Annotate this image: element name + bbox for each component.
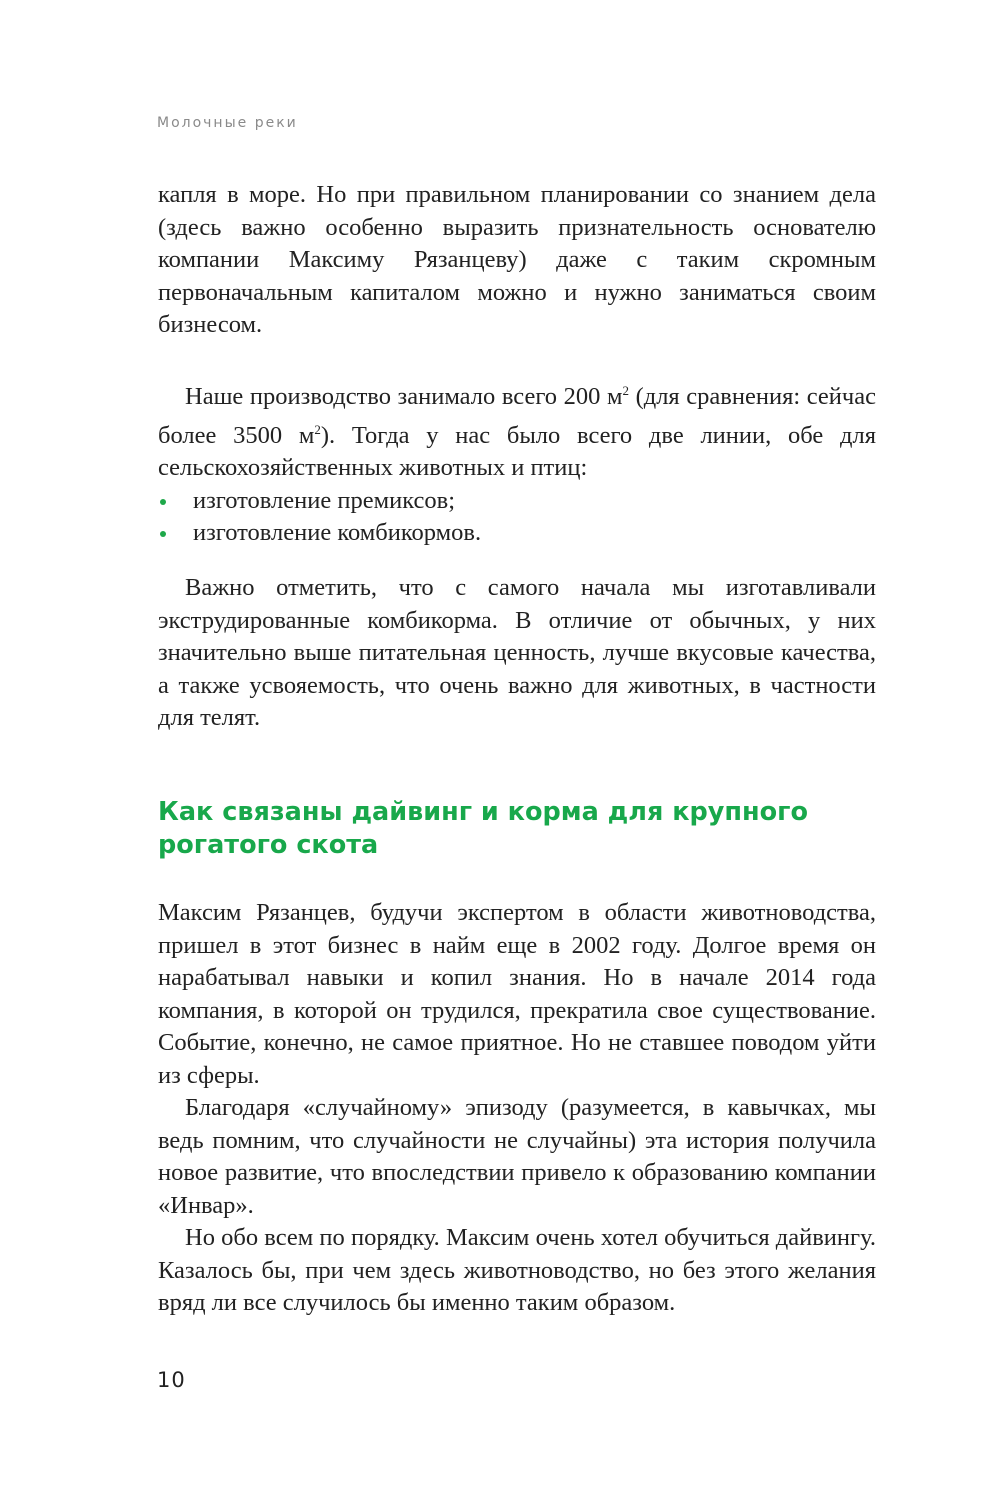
paragraph: Но обо всем по порядку. Максим очень хотел обучиться дайвингу. Казалось бы, при чем здесь животноводство, но без этого желания вряд ли все случилось бы именно таким образом. xyxy=(158,1224,876,1316)
paragraph-block-1 xyxy=(158,179,876,342)
bullet-text: изготовление премиксов; xyxy=(193,486,455,514)
paragraph-text: (для сравнения: сейчас более 3500 м xyxy=(158,383,876,449)
bullet-item xyxy=(158,485,876,518)
paragraph-text: ). Тогда у нас было всего две линии, обе для сельскохозяйственных животных и птиц: xyxy=(158,421,876,482)
section-heading xyxy=(158,796,878,862)
paragraph-text: Наше производство занимало всего 200 м xyxy=(185,383,623,411)
bullet-dot-icon xyxy=(160,499,166,505)
section-heading-line: Как связаны дайвинг и корма для крупного xyxy=(158,797,808,827)
bullet-dot-icon xyxy=(160,531,166,537)
paragraph: Важно отметить, что с самого начала мы изготавливали экструдированные комбикорма. В отличие от обычных, у них значительно выше питательная ценность, лучше вкусовые качества, а также усвояемость, что очень важно для животных, в частности для телят. xyxy=(158,574,876,731)
paragraph-block-3 xyxy=(158,572,876,735)
paragraph-block-2 xyxy=(158,375,876,550)
section-heading-line: рогатого скота xyxy=(158,830,379,860)
bullet-text: изготовление комбикормов. xyxy=(193,519,482,547)
page-number: 10 xyxy=(157,1368,186,1392)
paragraph: капля в море. Но при правильном планировании со знанием дела (здесь важно особенно выразить признательность основателю компании Максиму Рязанцеву) даже с таким скромным первоначальным капиталом можно и нужно заниматься своим бизнесом. xyxy=(158,181,876,338)
paragraph: Благодаря «случайному» эпизоду (разумеется, в кавычках, мы ведь помним, что случайности не случайны) эта история получила новое развитие, что впоследствии привело к образованию компании «Инвар». xyxy=(158,1094,876,1219)
bullet-item xyxy=(158,517,876,550)
bullet-list xyxy=(158,485,876,550)
paragraph: Максим Рязанцев, будучи экспертом в области животноводства, пришел в этот бизнес в найм еще в 2002 году. Долгое время он нарабатывал навыки и копил знания. Но в начале 2014 года компания, в которой он трудился, прекратила свое существование. Событие, конечно, не самое приятное. Но не ставшее поводом уйти из сферы. xyxy=(158,899,876,1089)
superscript: 2 xyxy=(314,421,321,437)
running-header: Молочные реки xyxy=(157,115,298,131)
paragraph xyxy=(158,375,876,485)
paragraph-block-4 xyxy=(158,897,876,1320)
superscript: 2 xyxy=(622,383,629,398)
